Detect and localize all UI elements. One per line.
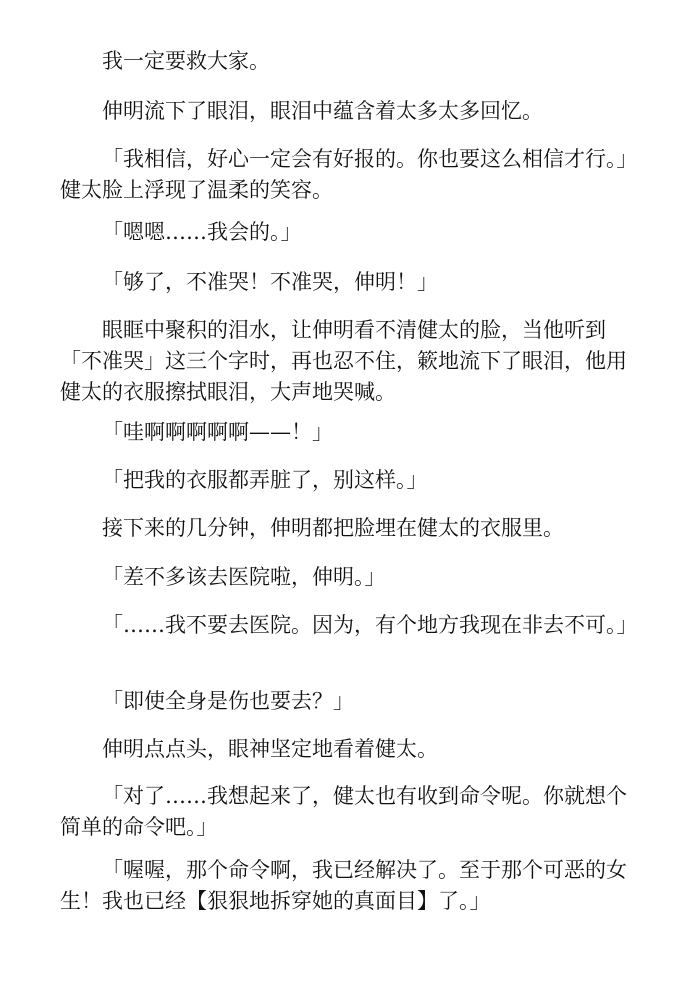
paragraph-11: 「……我不要去医院。因为，有个地方我现在非去不可。」 — [102, 613, 638, 637]
paragraph-9: 接下来的几分钟，伸明都把脸埋在健太的衣服里。 — [102, 516, 564, 540]
paragraph-7: 「哇啊啊啊啊啊——！」 — [102, 420, 333, 444]
paragraph-2: 伸明流下了眼泪，眼泪中蕴含着太多太多回忆。 — [102, 99, 543, 123]
paragraph-3: 「我相信，好心一定会有好报的。你也要这么相信才行。」健太脸上浮现了温柔的笑容。 — [60, 147, 638, 202]
paragraph-12: 「即使全身是伤也要去？」 — [102, 689, 354, 713]
paragraph-10: 「差不多该去医院啦，伸明。」 — [102, 565, 386, 589]
paragraph-1: 我一定要救大家。 — [102, 49, 270, 73]
paragraph-4: 「嗯嗯……我会的。」 — [102, 220, 302, 244]
paragraph-14: 「对了……我想起来了，健太也有收到命令呢。你就想个简单的命令吧。」 — [60, 784, 627, 839]
paragraph-13: 伸明点点头，眼神坚定地看着健太。 — [102, 737, 438, 761]
paragraph-8: 「把我的衣服都弄脏了，别这样。」 — [102, 468, 428, 492]
paragraph-6: 眼眶中聚积的泪水，让伸明看不清健太的脸，当他听到「不准哭」这三个字时，再也忍不住，簌地流下了眼泪，他用健太的衣服擦拭眼泪，大声地哭喊。 — [60, 318, 627, 404]
paragraph-5: 「够了，不准哭！不准哭，伸明！」 — [102, 270, 438, 294]
paragraph-15: 「喔喔，那个命令啊，我已经解决了。至于那个可恶的女生！我也已经【狠狠地拆穿她的真面目】了。」 — [60, 858, 627, 913]
